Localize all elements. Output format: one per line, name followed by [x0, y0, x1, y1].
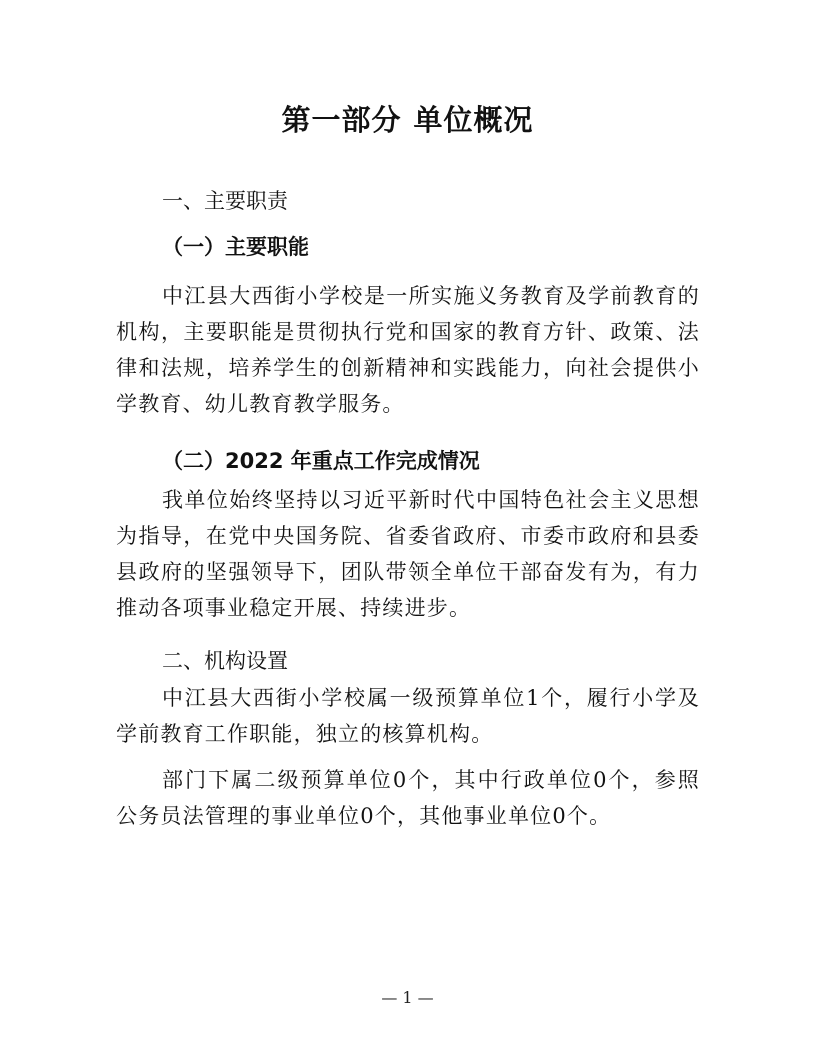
subsection-heading-main-functions: （一）主要职能	[162, 235, 309, 259]
subsection-heading-2022-work: （二）2022 年重点工作完成情况	[162, 449, 480, 473]
page-title-name: 单位概况	[413, 103, 534, 137]
section-heading-organization: 二、机构设置	[162, 649, 288, 673]
paragraph-organization-1: 中江县大西街小学校属一级预算单位1个，履行小学及学前教育工作职能，独立的核算机构。	[116, 686, 700, 746]
paragraph-2022-work: 我单位始终坚持以习近平新时代中国特色社会主义思想为指导，在党中央国务院、省委省政府、市委市政府和县委县政府的坚强领导下，团队带领全单位干部奋发有为，有力推动各项事业稳定开展、持续进步。	[116, 488, 700, 620]
section-heading-main-duties: 一、主要职责	[162, 189, 288, 213]
paragraph-organization-2: 部门下属二级预算单位0个，其中行政单位0个，参照公务员法管理的事业单位0个，其他事业单位0个。	[116, 768, 700, 828]
page-title	[0, 100, 815, 140]
paragraph-main-functions: 中江县大西街小学校是一所实施义务教育及学前教育的机构，主要职能是贯彻执行党和国家的教育方针、政策、法律和法规，培养学生的创新精神和实践能力，向社会提供小学教育、幼儿教育教学服务。	[116, 284, 700, 416]
page-title-part: 第一部分	[281, 103, 402, 137]
page-number: — 1 —	[381, 988, 434, 1007]
